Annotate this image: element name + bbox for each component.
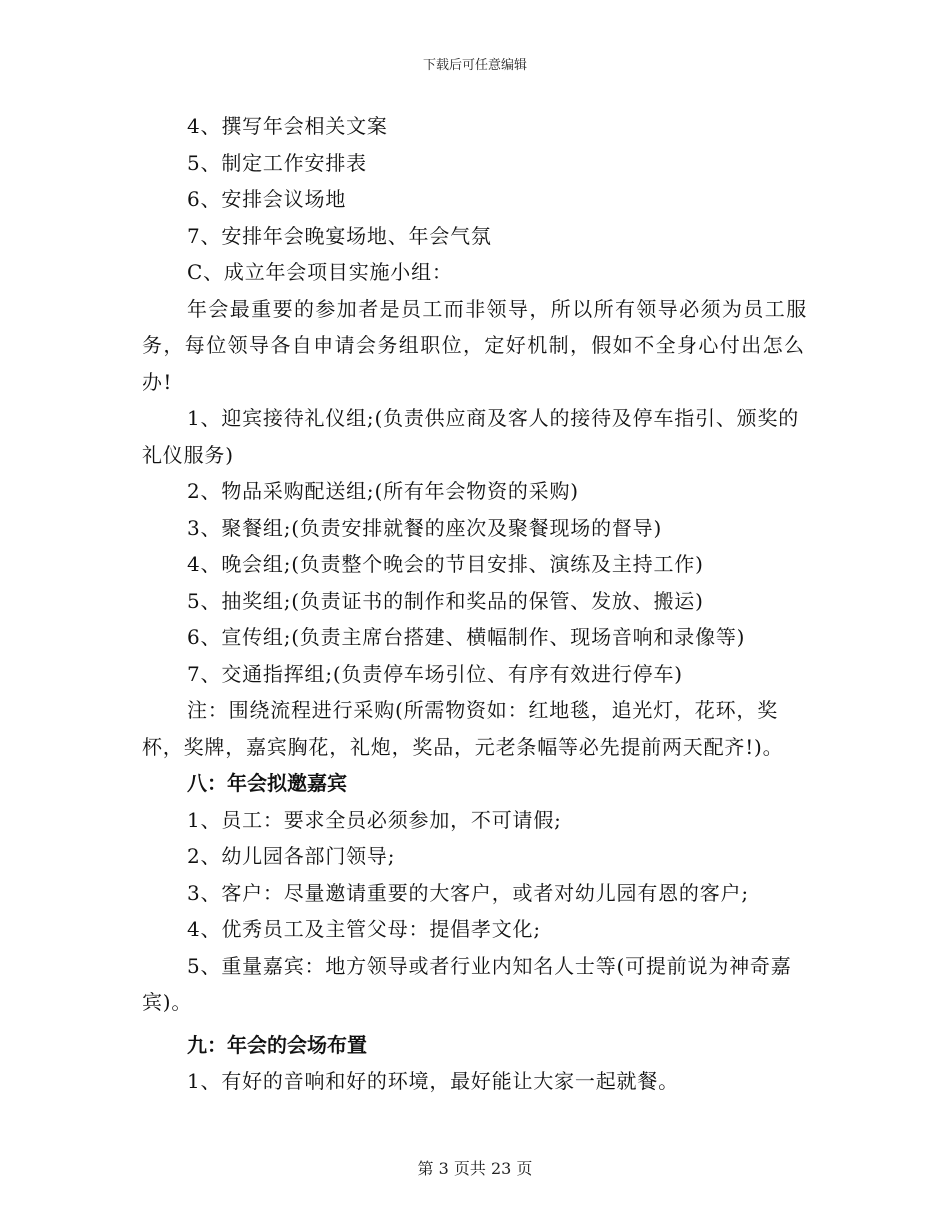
list-item: 3、客户：尽量邀请重要的大客户，或者对幼儿园有恩的客户; <box>187 880 749 905</box>
list-item: 1、员工：要求全员必须参加，不可请假; <box>187 807 562 832</box>
list-item: 5、抽奖组;(负责证书的制作和奖品的保管、发放、搬运) <box>187 588 704 613</box>
list-item: 1、有好的音响和好的环境，最好能让大家一起就餐。 <box>187 1069 679 1093</box>
list-item: 5、制定工作安排表 <box>187 150 367 175</box>
list-item: 4、优秀员工及主管父母：提倡孝文化; <box>187 917 541 941</box>
list-item: 4、撰写年会相关文案 <box>187 114 388 138</box>
page-header: 下载后可任意编辑 <box>422 58 527 73</box>
subsection-heading: C、成立年会项目实施小组： <box>187 260 453 284</box>
list-item: 4、晚会组;(负责整个晚会的节目安排、演练及主持工作) <box>187 552 704 576</box>
list-item: 3、聚餐组;(负责安排就餐的座次及聚餐现场的督导) <box>187 515 663 540</box>
note-paragraph: 注：围绕流程进行采购(所需物资如：红地毯，追光灯，花环，奖杯，奖牌，嘉宾胸花，礼炮，奖品，元老条幅等必先提前两天配齐!)。 <box>142 698 784 759</box>
section-heading: 八：年会拟邀嘉宾 <box>187 771 347 795</box>
body-paragraph: 年会最重要的参加者是员工而非领导，所以所有领导必须为员工服务，每位领导各自申请会务组职位，定好机制，假如不全身心付出怎么办! <box>142 296 808 394</box>
list-item: 5、重量嘉宾：地方领导或者行业内知名人士等(可提前说为神奇嘉宾)。 <box>142 953 792 1014</box>
document-body <box>142 108 810 1100</box>
list-item: 1、迎宾接待礼仪组;(负责供应商及客人的接待及停车指引、颁奖的礼仪服务) <box>142 406 800 467</box>
page-footer: 第 3 页共 23 页 <box>417 1159 533 1178</box>
list-item: 7、安排年会晚宴场地、年会气氛 <box>187 223 492 248</box>
list-item: 6、安排会议场地 <box>187 187 347 211</box>
list-item: 6、宣传组;(负责主席台搭建、横幅制作、现场音响和录像等) <box>187 625 746 649</box>
list-item: 7、交通指挥组;(负责停车场引位、有序有效进行停车) <box>187 661 683 686</box>
section-heading: 九：年会的会场布置 <box>187 1032 367 1057</box>
list-item: 2、幼儿园各部门领导; <box>187 844 396 868</box>
list-item: 2、物品采购配送组;(所有年会物资的采购) <box>187 479 579 503</box>
